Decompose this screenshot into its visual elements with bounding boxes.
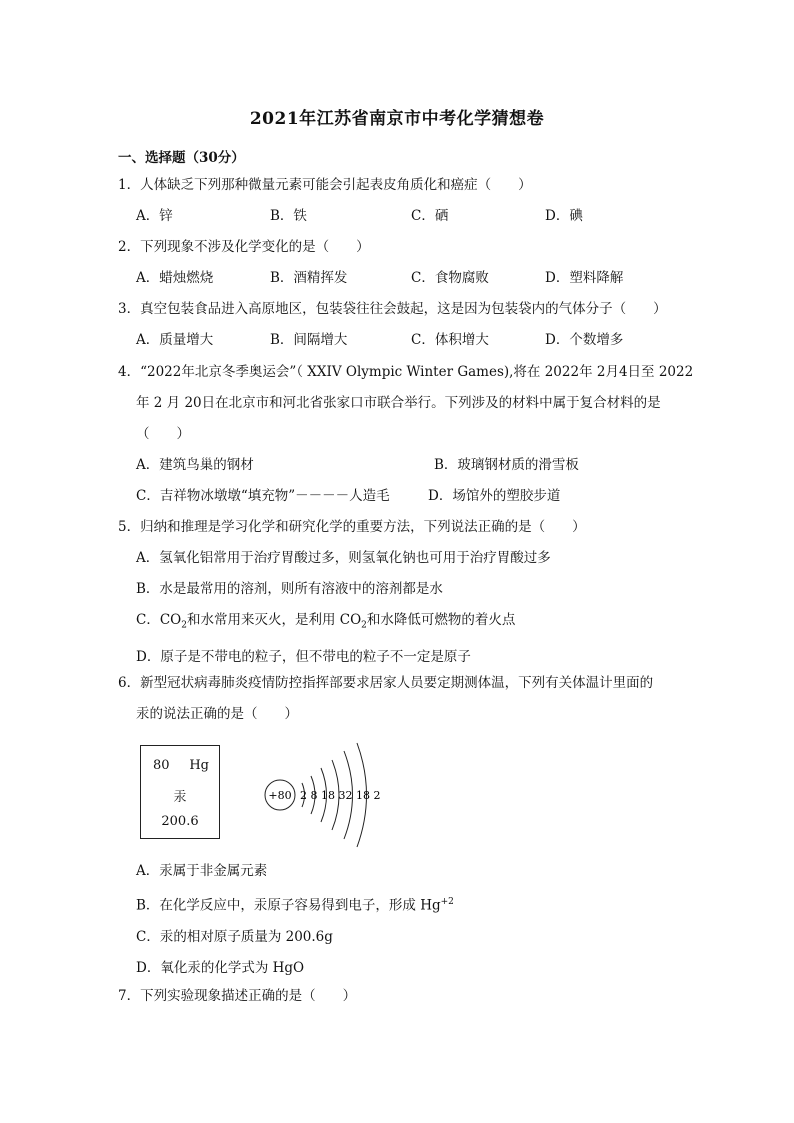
question-6 bbox=[118, 668, 678, 730]
question-2 bbox=[118, 232, 678, 294]
option-b: B．铁 bbox=[270, 208, 307, 224]
option-c: C．硒 bbox=[411, 208, 449, 224]
section-heading: 一、选择题（30分） bbox=[118, 150, 245, 166]
option-c: C．吉祥物冰墩墩“填充物”－－－－人造毛 bbox=[136, 488, 390, 504]
nucleus-label: +80 bbox=[268, 789, 292, 802]
option-a: A．锌 bbox=[136, 208, 173, 224]
option-d: D．氧化汞的化学式为 HgO bbox=[136, 959, 305, 976]
page-title: 2021年江苏省南京市中考化学猜想卷 bbox=[249, 109, 545, 129]
option-b: B．玻璃钢材质的滑雪板 bbox=[434, 457, 579, 473]
option-b: B．水是最常用的溶剂，则所有溶液中的溶剂都是水 bbox=[136, 581, 443, 597]
question-stem-line: 汞的说法正确的是（ ） bbox=[136, 706, 298, 722]
element-name: 汞 bbox=[173, 790, 187, 805]
question-5 bbox=[118, 512, 678, 673]
superscript: +2 bbox=[440, 897, 454, 907]
option-c: C．体积增大 bbox=[411, 332, 489, 348]
option-d: D．原子是不带电的粒子，但不带电的粒子不一定是原子 bbox=[136, 648, 471, 665]
option-d: D．个数增多 bbox=[545, 332, 624, 348]
option-b: B．间隔增大 bbox=[270, 332, 348, 348]
subscript: 2 bbox=[181, 620, 187, 631]
option-c: C．食物腐败 bbox=[411, 270, 489, 286]
question-stem: 1．人体缺乏下列那种微量元素可能会引起表皮角质化和癌症（ ） bbox=[118, 177, 532, 193]
option-b bbox=[118, 887, 678, 922]
atomic-mass: 200.6 bbox=[161, 814, 199, 829]
element-symbol: Hg bbox=[189, 758, 209, 773]
option-c-part: 和水常用来灭火，是利用 CO bbox=[186, 612, 362, 628]
option-a: A．质量增大 bbox=[136, 332, 214, 348]
element-card bbox=[140, 745, 220, 839]
option-b-text: B．在化学反应中，汞原子容易得到电子，形成 Hg bbox=[136, 897, 441, 914]
question-stem: 2．下列现象不涉及化学变化的是（ ） bbox=[118, 239, 370, 255]
subscript: 2 bbox=[361, 620, 367, 631]
atom-structure-diagram bbox=[262, 738, 382, 848]
option-a: A．建筑鸟巢的钢材 bbox=[136, 457, 254, 473]
question-stem-line: 年 2 月 20日在北京市和河北省张家口市联合举行。下列涉及的材料中属于复合材料的是 bbox=[136, 395, 661, 411]
option-c-part: C．CO bbox=[136, 612, 182, 628]
question-stem: 5．归纳和推理是学习化学和研究化学的重要方法，下列说法正确的是（ ） bbox=[118, 519, 586, 535]
option-c-part: 和水降低可燃物的着火点 bbox=[366, 612, 516, 628]
option-c: C．汞的相对原子质量为 200.6g bbox=[136, 928, 333, 945]
question-stem-line: （ ） bbox=[136, 426, 190, 442]
option-b: B．酒精挥发 bbox=[270, 270, 348, 286]
option-a: A．汞属于非金属元素 bbox=[136, 863, 268, 879]
question-7 bbox=[118, 981, 678, 1012]
atomic-number: 80 bbox=[153, 758, 170, 773]
option-a: A．蜡烛燃烧 bbox=[136, 270, 214, 286]
question-stem-line: 6．新型冠状病毒肺炎疫情防控指挥部要求居家人员要定期测体温，下列有关体温计里面的 bbox=[118, 675, 654, 691]
option-c bbox=[118, 605, 678, 642]
shell-electron-counts: 2 8 18 32 18 2 bbox=[300, 789, 381, 802]
question-6-options bbox=[118, 856, 678, 984]
question-4 bbox=[118, 357, 694, 512]
question-stem: 3．真空包装食品进入高原地区，包装袋往往会鼓起，这是因为包装袋内的气体分子（ ） bbox=[118, 301, 667, 317]
question-1 bbox=[118, 170, 678, 232]
option-a: A．氢氧化铝常用于治疗胃酸过多，则氢氧化钠也可用于治疗胃酸过多 bbox=[136, 550, 551, 566]
option-d: D．场馆外的塑胶步道 bbox=[428, 488, 561, 504]
question-stem: 7．下列实验现象描述正确的是（ ） bbox=[118, 988, 357, 1004]
question-3 bbox=[118, 294, 678, 356]
option-d: D．塑料降解 bbox=[545, 270, 624, 286]
option-d: D．碘 bbox=[545, 208, 583, 224]
question-stem-line: 4．“2022年北京冬季奥运会”（ XXIV Olympic Winter Games),将在 2022年 2月4日至 2022 bbox=[118, 364, 694, 380]
